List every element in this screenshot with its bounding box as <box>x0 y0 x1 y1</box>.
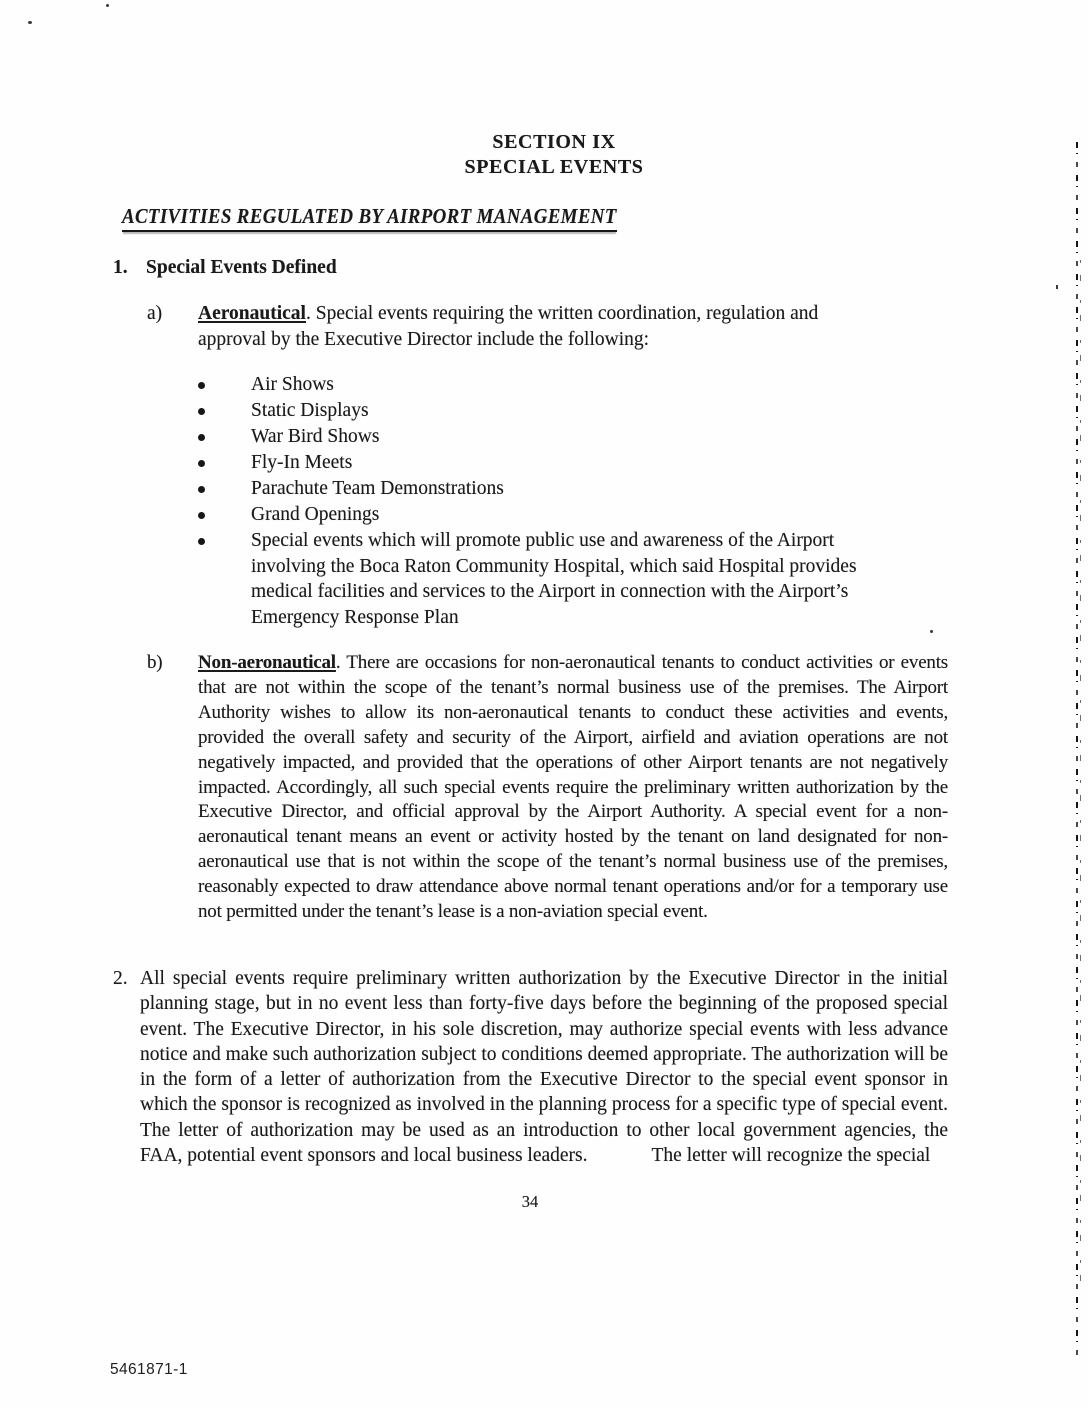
list-item-label: War Bird Shows <box>251 426 380 447</box>
section-title-line2: SPECIAL EVENTS <box>464 156 644 178</box>
bullet-icon <box>198 408 205 415</box>
item-1-title: Special Events Defined <box>146 257 337 278</box>
sub-item-a-lead: Aeronautical <box>198 303 306 324</box>
item-2-body: All special events require preliminary written authorization by the Executive Director in the initial planning stage, but in no event less than forty-five days before the beginning of the proposed special event. The Executive Director, in his sole discretion, may authorize special events with less advance notice and make such authorization subject to conditions deemed appropriate. The authorization will be in the form of a letter of authorization from the Executive Director to the special event sponsor in which the sponsor is recognized as involved in the planning process for a specific type of special event. The letter of authorization may be used as an introduction to other local government agencies, the FAA, potential event sponsors and local business leaders. <box>140 968 948 1167</box>
bullet-icon <box>198 460 205 467</box>
sub-item-b-lead: Non-aeronautical <box>198 652 336 673</box>
item-2-body-tail: The letter will recognize the special <box>651 1145 931 1167</box>
section-title <box>10 130 1088 180</box>
scan-speck <box>1056 285 1058 289</box>
list-item <box>198 476 913 502</box>
sub-item-a-label: a) <box>147 303 163 324</box>
main-heading: ACTIVITIES REGULATED BY AIRPORT MANAGEMENT <box>122 204 617 232</box>
document-control-number: 5461871-1 <box>110 1361 188 1378</box>
scan-edge-artifact <box>1080 260 1081 1300</box>
bullet-icon <box>198 486 205 493</box>
aeronautical-events-list <box>198 372 913 630</box>
sub-item-a-body: . Special events requiring the written coordination, regulation and approval by the Executive Director include the following: <box>198 303 819 350</box>
item-2-paragraph <box>140 966 948 1168</box>
scan-edge-artifact <box>1076 142 1078 1360</box>
sub-item-b <box>147 651 948 925</box>
list-item <box>198 424 913 450</box>
page-number: 34 <box>521 1192 539 1211</box>
numbered-item-2 <box>113 966 948 1168</box>
item-1-number: 1. <box>113 257 128 278</box>
list-item-label: Parachute Team Demonstrations <box>251 478 504 499</box>
item-2-number: 2. <box>113 968 128 989</box>
list-item-label: Static Displays <box>251 400 369 421</box>
section-title-line1: SECTION IX <box>492 131 616 153</box>
list-item-label: Special events which will promote public use and awareness of the Airport involving the Boca Raton Community Hospital, which said Hospital provides medical facilities and services to the Airport in connection with the Airport’s Emergency Response Plan <box>251 530 857 628</box>
sub-item-b-paragraph <box>198 651 948 925</box>
list-item <box>198 450 913 476</box>
scan-speck <box>28 21 32 24</box>
bullet-icon <box>198 538 205 545</box>
list-item <box>198 372 913 398</box>
bullet-icon <box>198 434 205 441</box>
list-item <box>198 502 913 528</box>
bullet-icon <box>198 382 205 389</box>
scan-speck <box>930 630 933 633</box>
scan-speck <box>106 4 109 7</box>
list-item-label: Air Shows <box>251 374 334 395</box>
list-item-label: Fly-In Meets <box>251 452 353 473</box>
bullet-icon <box>198 512 205 519</box>
list-item <box>198 398 913 424</box>
sub-item-b-body: . There are occasions for non-aeronautical tenants to conduct activities or events that are not within the scope of the tenant’s normal business use of the premises. The Airport Authority wishes to allow its non-aeronautical tenants to conduct these activities and events, provided the overall safety and security of the Airport, airfield and aviation operations are not negatively impacted, and provided that the operations of other Airport tenants are not negatively impacted. Accordingly, all such special events require the preliminary written authorization by the Executive Director, and official approval by the Airport Authority. A special event for a non- aeronautical tenant means an event or activity hosted by the tenant on land designated for non-aeronautical use that is not within the scope of the tenant’s normal business use of the premises, reasonably expected to draw attendance above normal tenant operations and/or for a temporary use not permitted under the tenant’s lease is a non-aviation special event. <box>198 652 948 923</box>
sub-item-a-paragraph <box>198 301 889 353</box>
sub-item-a <box>147 301 889 353</box>
list-item <box>198 528 913 630</box>
sub-item-b-label: b) <box>147 652 163 673</box>
numbered-item-1-heading <box>113 257 337 279</box>
list-item-label: Grand Openings <box>251 504 380 525</box>
